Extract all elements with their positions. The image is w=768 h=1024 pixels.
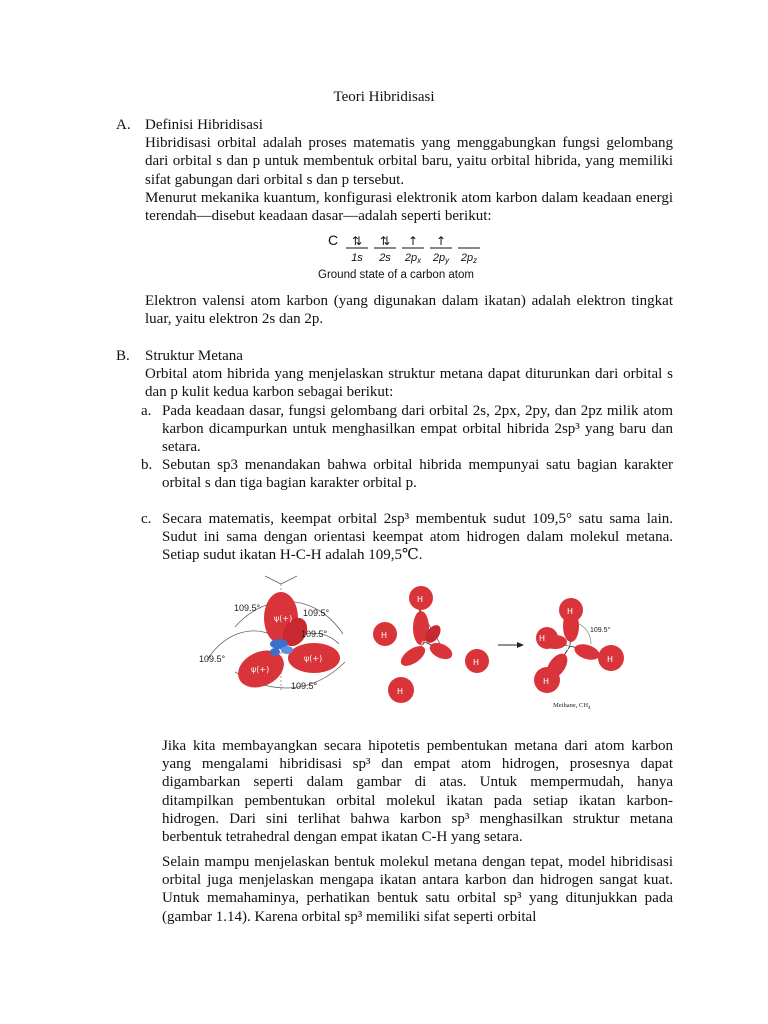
orbital-electron-arrows: ⇅ — [379, 234, 391, 248]
orbital-label-subscript: y — [445, 256, 450, 265]
angle-label: 109.5° — [291, 681, 318, 691]
list-marker: c. — [141, 511, 152, 527]
orbital-label: 2py — [432, 252, 450, 265]
section-a-para-3: Elektron valensi atom karbon (yang digunakan dalam ikatan) adalah elektron tingkat luar, yaitu elektron 2s dan 2p. — [145, 293, 673, 328]
angle-label: 109.5° — [301, 629, 328, 639]
list-text: Pada keadaan dasar, fungsi gelombang dari orbital 2s, 2px, 2py, dan 2pz milik atom karbon dicampurkan untuk menghasilkan empat orbital hibrida 2sp³ yang baru dan setara. — [162, 403, 673, 456]
carbon-label: C — [566, 644, 571, 652]
list-item-a — [141, 402, 673, 457]
section-a-heading: Definisi Hibridisasi — [145, 117, 263, 133]
orbital-label-subscript: z — [473, 256, 478, 265]
list-marker: b. — [141, 457, 153, 473]
lobe-label: ψ(+) — [274, 614, 293, 623]
list-text: Secara matematis, keempat orbital 2sp³ membentuk sudut 109,5° satu sama lain. Sudut ini sama dengan orientasi keempat atom hidrogen dalam molekul metana. Setiap sudut ikatan H-C-H adalah 109,5℃. — [162, 511, 673, 564]
lobe-label: ψ(+) — [251, 665, 270, 674]
orbital-caption: Ground state of a carbon atom — [318, 269, 474, 281]
orbital-label: 1s — [351, 252, 363, 264]
hydrogen-label: H — [567, 607, 574, 616]
angle-label: 109.5° — [234, 603, 261, 613]
angle-label: 109.5° — [590, 627, 611, 634]
list-marker: a. — [141, 403, 152, 419]
arrow-head — [517, 642, 524, 648]
methane-caption — [553, 702, 591, 711]
section-b-heading: Struktur Metana — [145, 348, 243, 364]
page-title: Teori Hibridisasi — [333, 89, 435, 105]
hybrid-lobe — [427, 640, 455, 663]
methane-caption-text: Methane, CH — [553, 702, 589, 709]
orbital-label: 2px — [404, 252, 422, 265]
hydrogen-label: H — [607, 655, 614, 664]
hydrogen-label: H — [381, 631, 388, 640]
orbital-electron-arrows: ↑ — [435, 234, 447, 248]
orbital-label: 2pz — [460, 252, 478, 265]
list-item-b — [141, 456, 673, 492]
carbon-ground-state-figure — [310, 226, 510, 284]
list-item-c — [141, 510, 673, 565]
list-text: Sebutan sp3 menandakan bahwa orbital hibrida mempunyai satu bagian karakter orbital s dan tiga bagian karakter orbital p. — [162, 457, 673, 492]
hydrogen-label: H — [473, 658, 480, 667]
methane-formation-diagram — [373, 586, 489, 703]
orbital-label: 2s — [379, 252, 391, 264]
angle-label: 109.5° — [199, 654, 226, 664]
paragraph-after-figure-2: Selain mampu menjelaskan bentuk molekul metana dengan tepat, model hibridisasi orbital juga menjelaskan mengapa ikatan antara karbon dan hidrogen sangat kuat. Untuk memahaminya, perhatikan bentuk satu orbital sp³ yang ditunjukkan pada (gambar 1.14). Karena orbital sp³ memiliki sifat seperti orbital — [162, 854, 673, 925]
hydrogen-label: H — [397, 687, 404, 696]
section-b-body — [145, 347, 673, 402]
carbon-label: C — [421, 640, 427, 649]
hybrid-small-lobe — [270, 648, 280, 656]
hybrid-small-lobe — [281, 646, 293, 654]
section-a-marker: A. — [116, 117, 131, 133]
angle-label: 109.5° — [303, 608, 330, 618]
reaction-arrow — [498, 642, 524, 648]
bond-lobe — [572, 641, 601, 662]
sp3-orbitals-diagram — [199, 576, 345, 695]
orbital-electron-arrows: ↑ — [407, 234, 419, 248]
methane-tetrahedral-figure — [195, 572, 635, 714]
section-a-body — [145, 116, 673, 225]
axis-chevron — [265, 576, 297, 584]
section-a-para-2: Menurut mekanika kuantum, konfigurasi elektronik atom karbon dalam keadaan energi terendah—disebut keadaan dasar—adalah seperti berikut: — [145, 189, 673, 225]
orbital-atom-label: C — [328, 232, 339, 248]
hydrogen-label: H — [417, 595, 424, 604]
orbital-electron-arrows: ⇅ — [351, 234, 363, 248]
section-b-intro: Orbital atom hibrida yang menjelaskan struktur metana dapat diturunkan dari orbital s dan p kulit kedua karbon sebagai berikut: — [145, 366, 673, 401]
methane-caption-subscript: 4 — [588, 706, 591, 711]
section-b-marker: B. — [116, 348, 130, 364]
orbital-label-subscript: x — [417, 256, 422, 265]
methane-molecule-diagram — [534, 598, 624, 711]
lobe-label: ψ(+) — [304, 654, 323, 663]
section-a-para-1: Hibridisasi orbital adalah proses matematis yang menggabungkan fungsi gelombang dari orbital s dan p untuk membentuk orbital baru, yaitu orbital hibrida, yang memiliki sifat gabungan dari orbital s dan p tersebut. — [145, 135, 673, 188]
hydrogen-label: H — [539, 634, 546, 643]
paragraph-after-figure-1: Jika kita membayangkan secara hipotetis pembentukan metana dari atom karbon yang mengalami hibridisasi sp³ dan empat atom hidrogen, prosesnya dapat digambarkan seperti dalam gambar di atas. Untuk mempermudah, hanya ditampilkan pembentukan orbital molekul ikatan pada setiap ikatan karbon-hidrogen. Dari sini terlihat bahwa karbon sp³ menghasilkan struktur metana berbentuk tetrahedral dengan empat ikatan C-H yang setara. — [162, 738, 673, 846]
hydrogen-label: H — [543, 677, 550, 686]
